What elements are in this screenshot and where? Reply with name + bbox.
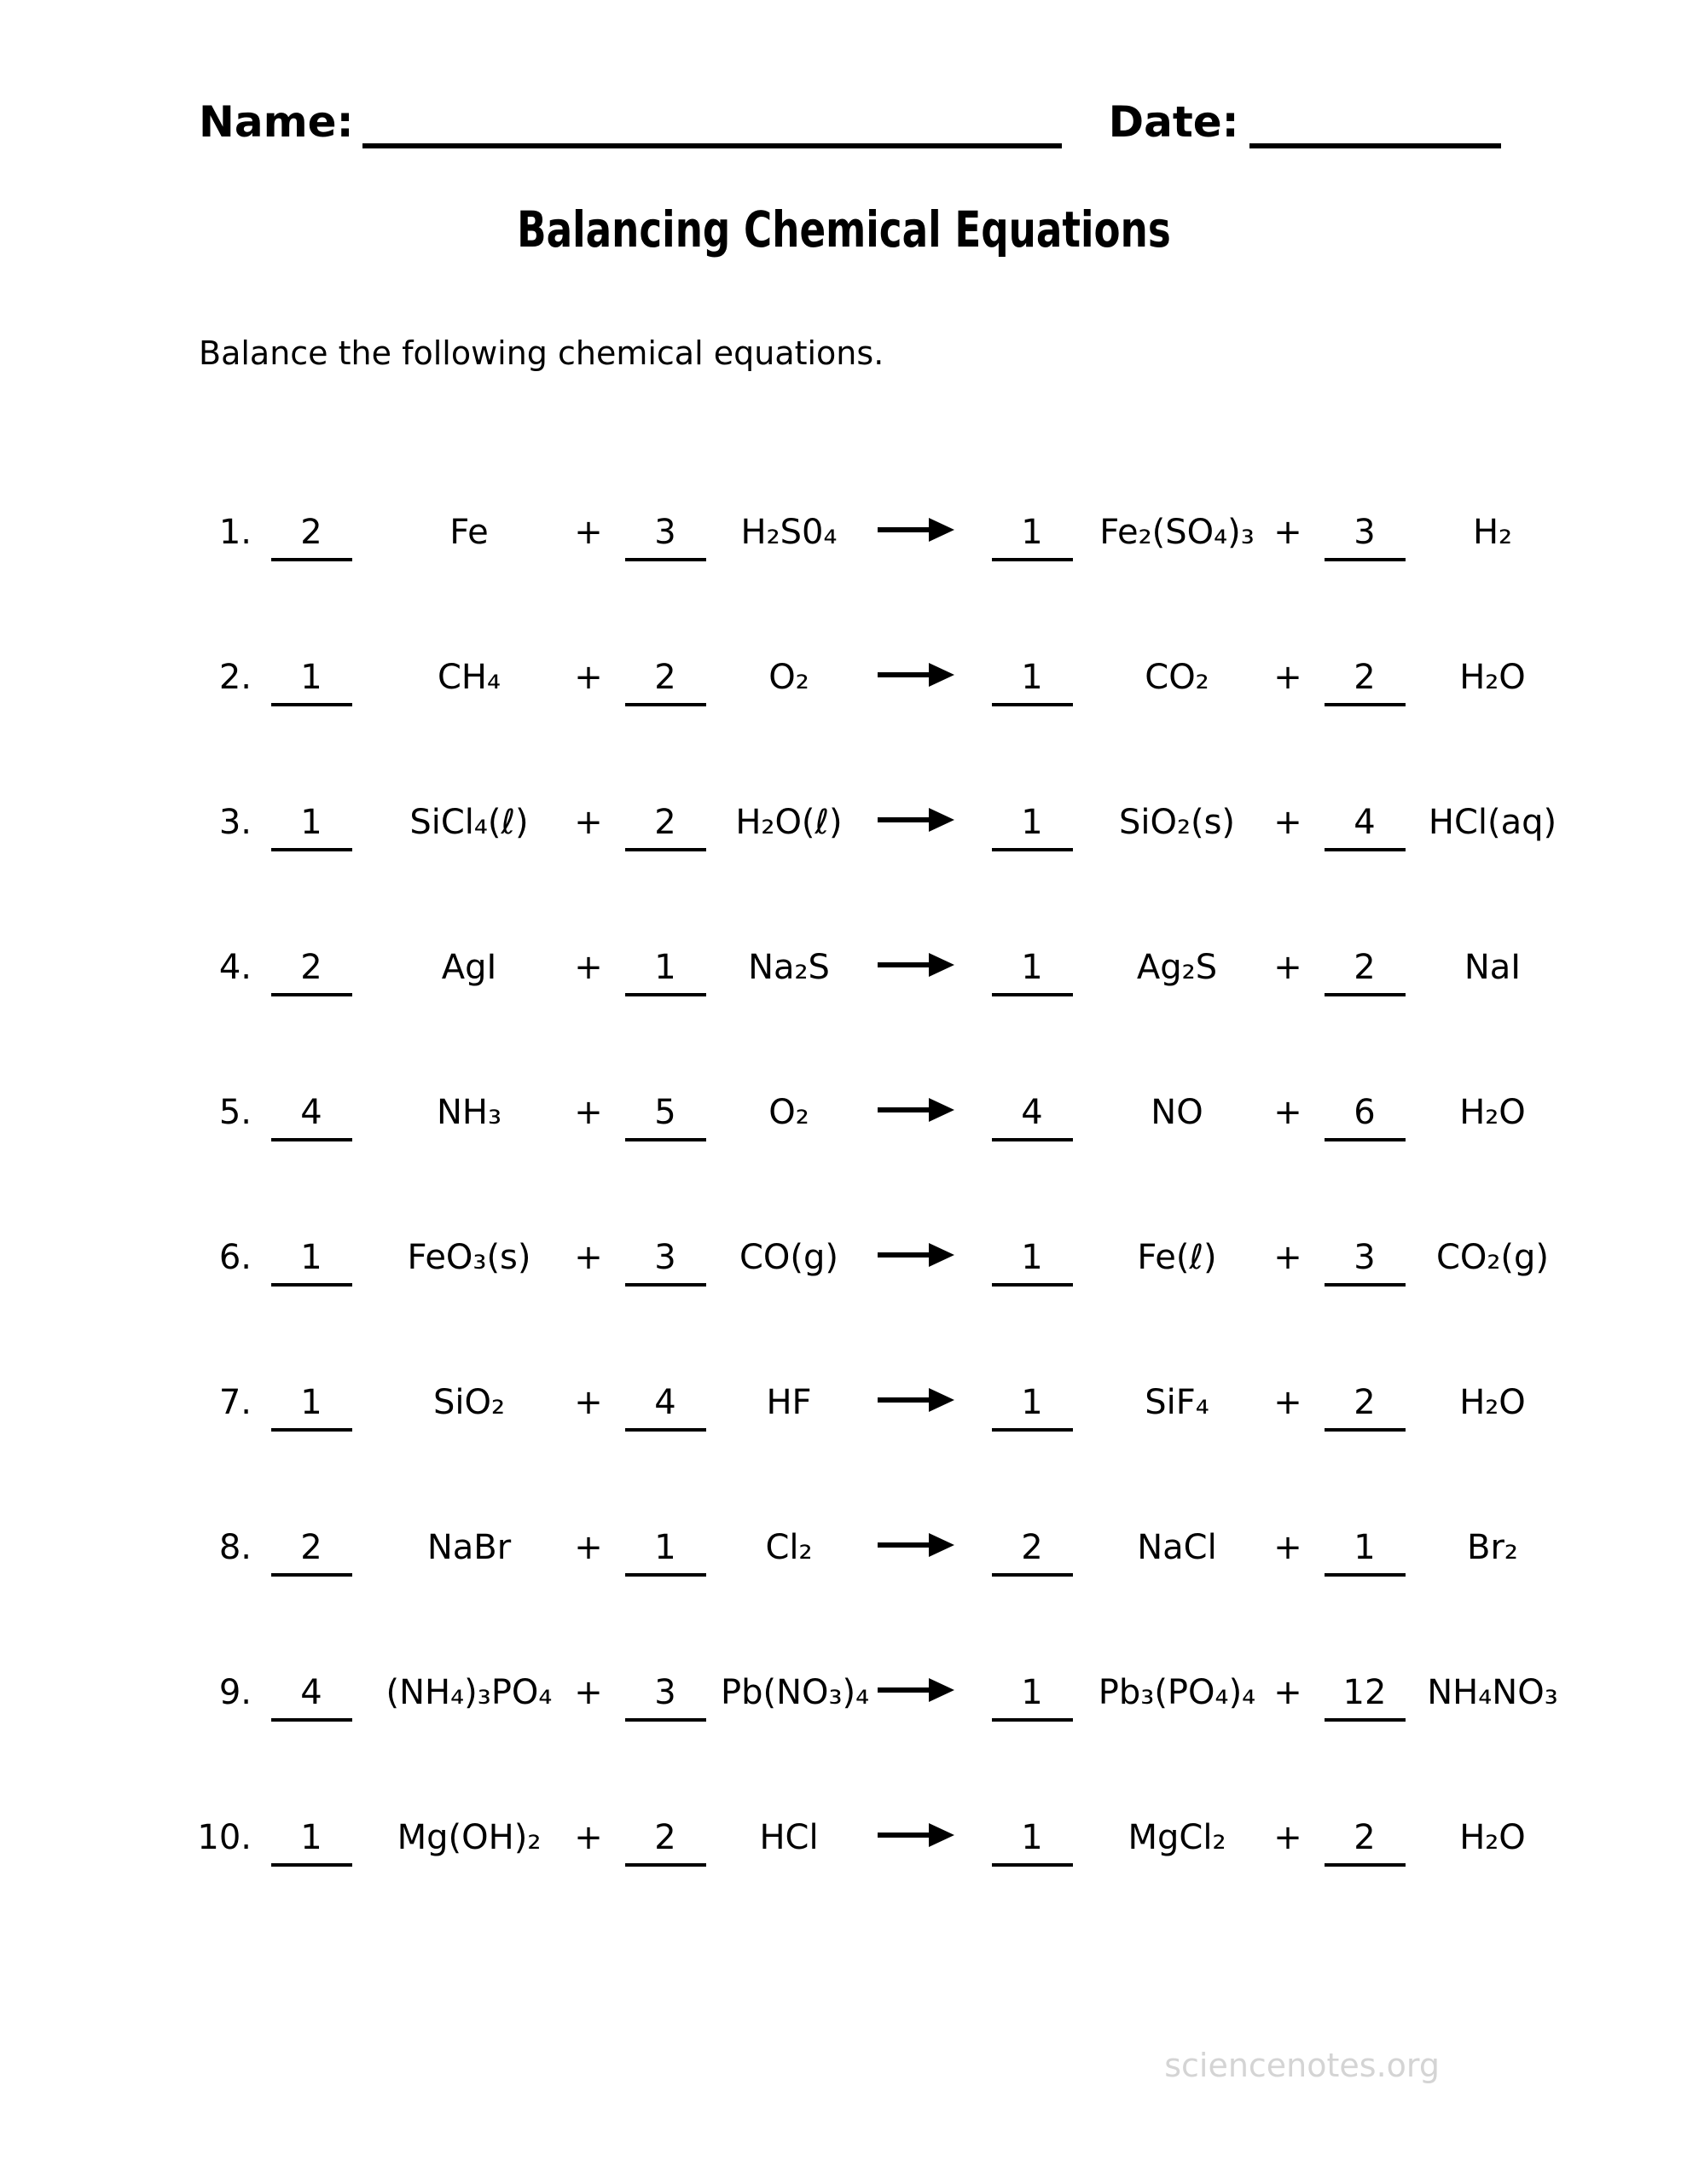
date-blank-line [1249, 143, 1501, 148]
equation-number: 7. [218, 1383, 252, 1422]
equation-row [0, 1483, 1687, 1628]
equation-row [0, 1048, 1687, 1193]
coefficient-blank [252, 657, 371, 706]
coefficient-blank [252, 512, 371, 561]
coefficient-value: 3 [625, 1672, 706, 1722]
product-formula: MgCl₂ [1128, 1818, 1226, 1857]
coefficient-blank [1309, 802, 1420, 851]
coefficient-value: 1 [625, 1527, 706, 1577]
equation-number: 6. [218, 1238, 252, 1277]
coefficient-value: 1 [992, 802, 1073, 851]
product-formula: SiO₂(s) [1118, 803, 1236, 842]
coefficient-blank [252, 1527, 371, 1577]
coefficient-blank [610, 802, 721, 851]
equation-number: 8. [218, 1528, 252, 1567]
coefficient-blank [977, 947, 1087, 996]
coefficient-value: 1 [1325, 1527, 1406, 1577]
reactant-formula: H₂S0₄ [740, 513, 838, 552]
plus-sign: + [1273, 1093, 1302, 1132]
date-label: Date: [1108, 97, 1239, 147]
coefficient-blank [610, 512, 721, 561]
coefficient-blank [1309, 947, 1420, 996]
coefficient-blank [1309, 1527, 1420, 1577]
product-formula: CO₂ [1145, 658, 1209, 697]
reactant-formula: SiO₂ [432, 1383, 506, 1422]
plus-sign: + [574, 1238, 603, 1277]
coefficient-value: 2 [271, 1527, 352, 1577]
reactant-formula: (NH₄)₃PO₄ [386, 1673, 553, 1712]
coefficient-value: 2 [992, 1527, 1073, 1577]
instruction-text: Balance the following chemical equations. [199, 334, 884, 372]
coefficient-blank [252, 1237, 371, 1287]
coefficient-value: 2 [271, 947, 352, 996]
arrow-right-icon [857, 657, 977, 698]
coefficient-blank [610, 1672, 721, 1722]
coefficient-blank [977, 1237, 1087, 1287]
plus-sign: + [574, 1528, 603, 1567]
equation-row [0, 1193, 1687, 1338]
equation-number: 4. [218, 948, 252, 987]
equation-row [0, 613, 1687, 758]
title-container [0, 200, 1687, 259]
reactant-formula: HCl [759, 1818, 819, 1857]
coefficient-value: 2 [1325, 1817, 1406, 1867]
reactant-formula: H₂O(ℓ) [735, 803, 843, 842]
equation-number: 5. [218, 1093, 252, 1132]
product-formula: NH₄NO₃ [1427, 1673, 1558, 1712]
coefficient-blank [610, 1527, 721, 1577]
reactant-formula: Cl₂ [765, 1528, 813, 1567]
product-formula: HCl(aq) [1428, 803, 1557, 842]
coefficient-blank [977, 512, 1087, 561]
equation-number: 3. [218, 803, 252, 842]
plus-sign: + [1273, 1383, 1302, 1422]
coefficient-value: 4 [992, 1092, 1073, 1141]
coefficient-blank [1309, 1672, 1420, 1722]
product-formula: Fe(ℓ) [1137, 1238, 1217, 1277]
product-formula: H₂O [1459, 1818, 1526, 1857]
footer-watermark: sciencenotes.org [1164, 2047, 1440, 2084]
reactant-formula: NaBr [426, 1528, 512, 1567]
plus-sign: + [574, 803, 603, 842]
reactant-formula: Fe [449, 513, 489, 552]
product-formula: Ag₂S [1136, 948, 1218, 987]
arrow-right-icon [857, 1672, 977, 1713]
coefficient-value: 1 [271, 657, 352, 706]
coefficient-value: 4 [1325, 802, 1406, 851]
product-formula: H₂O [1459, 1093, 1526, 1132]
reactant-formula: HF [766, 1383, 812, 1422]
equation-number: 2. [218, 658, 252, 697]
coefficient-value: 1 [992, 1382, 1073, 1432]
coefficient-blank [252, 1382, 371, 1432]
coefficient-value: 1 [992, 947, 1073, 996]
coefficient-blank [610, 1817, 721, 1867]
product-formula: Fe₂(SO₄)₃ [1099, 513, 1255, 552]
arrow-right-icon [857, 1237, 977, 1278]
reactant-formula: Mg(OH)₂ [397, 1818, 542, 1857]
coefficient-value: 4 [271, 1092, 352, 1141]
coefficient-blank [1309, 1237, 1420, 1287]
coefficient-blank [1309, 1382, 1420, 1432]
header [0, 0, 1687, 148]
coefficient-value: 1 [271, 1817, 352, 1867]
arrow-right-icon [857, 1382, 977, 1423]
product-formula: NaI [1464, 948, 1522, 987]
coefficient-blank [977, 1092, 1087, 1141]
plus-sign: + [1273, 803, 1302, 842]
plus-sign: + [1273, 1238, 1302, 1277]
reactant-formula: AgI [441, 948, 497, 987]
reactant-formula: O₂ [768, 658, 809, 697]
equation-number: 9. [218, 1673, 252, 1712]
plus-sign: + [1273, 1673, 1302, 1712]
name-label: Name: [199, 97, 354, 147]
equation-list [0, 468, 1687, 1918]
equation-row [0, 1338, 1687, 1483]
coefficient-blank [610, 657, 721, 706]
coefficient-value: 4 [625, 1382, 706, 1432]
coefficient-value: 1 [625, 947, 706, 996]
product-formula: Pb₃(PO₄)₄ [1098, 1673, 1256, 1712]
coefficient-value: 2 [625, 1817, 706, 1867]
name-blank-line [362, 143, 1062, 148]
coefficient-blank [252, 1817, 371, 1867]
reactant-formula: O₂ [768, 1093, 809, 1132]
coefficient-value: 1 [992, 1672, 1073, 1722]
coefficient-value: 5 [625, 1092, 706, 1141]
coefficient-blank [610, 1237, 721, 1287]
product-formula: H₂O [1459, 1383, 1526, 1422]
equation-row [0, 758, 1687, 903]
reactant-formula: FeO₃(s) [407, 1238, 531, 1277]
coefficient-blank [610, 1092, 721, 1141]
coefficient-value: 1 [992, 1237, 1073, 1287]
coefficient-blank [1309, 657, 1420, 706]
coefficient-value: 2 [625, 802, 706, 851]
coefficient-blank [252, 1092, 371, 1141]
coefficient-value: 3 [1325, 1237, 1406, 1287]
coefficient-value: 1 [992, 1817, 1073, 1867]
coefficient-value: 1 [271, 1237, 352, 1287]
arrow-right-icon [857, 512, 977, 553]
plus-sign: + [1273, 513, 1302, 552]
product-formula: CO₂(g) [1435, 1238, 1550, 1277]
equation-row [0, 468, 1687, 613]
coefficient-blank [977, 1672, 1087, 1722]
product-formula: H₂ [1472, 513, 1513, 552]
plus-sign: + [574, 1673, 603, 1712]
coefficient-blank [252, 947, 371, 996]
coefficient-blank [252, 802, 371, 851]
coefficient-blank [977, 1527, 1087, 1577]
plus-sign: + [1273, 1528, 1302, 1567]
coefficient-value: 1 [992, 512, 1073, 561]
coefficient-value: 1 [271, 1382, 352, 1432]
plus-sign: + [1273, 1818, 1302, 1857]
coefficient-blank [252, 1672, 371, 1722]
equation-row [0, 903, 1687, 1048]
equation-row [0, 1628, 1687, 1773]
coefficient-blank [610, 1382, 721, 1432]
coefficient-value: 2 [271, 512, 352, 561]
product-formula: NO [1151, 1093, 1203, 1132]
coefficient-blank [1309, 512, 1420, 561]
reactant-formula: Pb(NO₃)₄ [721, 1673, 870, 1712]
plus-sign: + [574, 658, 603, 697]
equation-row [0, 1773, 1687, 1918]
coefficient-blank [977, 657, 1087, 706]
arrow-right-icon [857, 1527, 977, 1568]
coefficient-value: 12 [1325, 1672, 1406, 1722]
plus-sign: + [1273, 948, 1302, 987]
coefficient-value: 2 [1325, 657, 1406, 706]
coefficient-value: 1 [992, 657, 1073, 706]
reactant-formula: NH₃ [436, 1093, 502, 1132]
page-title: Balancing Chemical Equations [516, 200, 1171, 258]
coefficient-value: 3 [625, 512, 706, 561]
equation-number: 1. [218, 513, 252, 552]
coefficient-value: 4 [271, 1672, 352, 1722]
coefficient-blank [977, 802, 1087, 851]
plus-sign: + [1273, 658, 1302, 697]
plus-sign: + [574, 1093, 603, 1132]
arrow-right-icon [857, 1817, 977, 1858]
coefficient-value: 6 [1325, 1092, 1406, 1141]
arrow-right-icon [857, 947, 977, 988]
coefficient-blank [610, 947, 721, 996]
reactant-formula: SiCl₄(ℓ) [409, 803, 529, 842]
coefficient-value: 2 [625, 657, 706, 706]
coefficient-blank [977, 1817, 1087, 1867]
reactant-formula: CH₄ [437, 658, 501, 697]
coefficient-value: 2 [1325, 947, 1406, 996]
product-formula: H₂O [1459, 658, 1526, 697]
arrow-right-icon [857, 1092, 977, 1133]
reactant-formula: Na₂S [748, 948, 830, 987]
coefficient-value: 1 [271, 802, 352, 851]
coefficient-value: 3 [1325, 512, 1406, 561]
product-formula: NaCl [1137, 1528, 1217, 1567]
plus-sign: + [574, 513, 603, 552]
coefficient-blank [1309, 1092, 1420, 1141]
plus-sign: + [574, 948, 603, 987]
product-formula: Br₂ [1467, 1528, 1518, 1567]
coefficient-blank [1309, 1817, 1420, 1867]
arrow-right-icon [857, 802, 977, 843]
plus-sign: + [574, 1383, 603, 1422]
coefficient-blank [977, 1382, 1087, 1432]
coefficient-value: 3 [625, 1237, 706, 1287]
reactant-formula: CO(g) [739, 1238, 838, 1277]
product-formula: SiF₄ [1145, 1383, 1209, 1422]
coefficient-value: 2 [1325, 1382, 1406, 1432]
plus-sign: + [574, 1818, 603, 1857]
equation-number: 10. [197, 1818, 252, 1857]
